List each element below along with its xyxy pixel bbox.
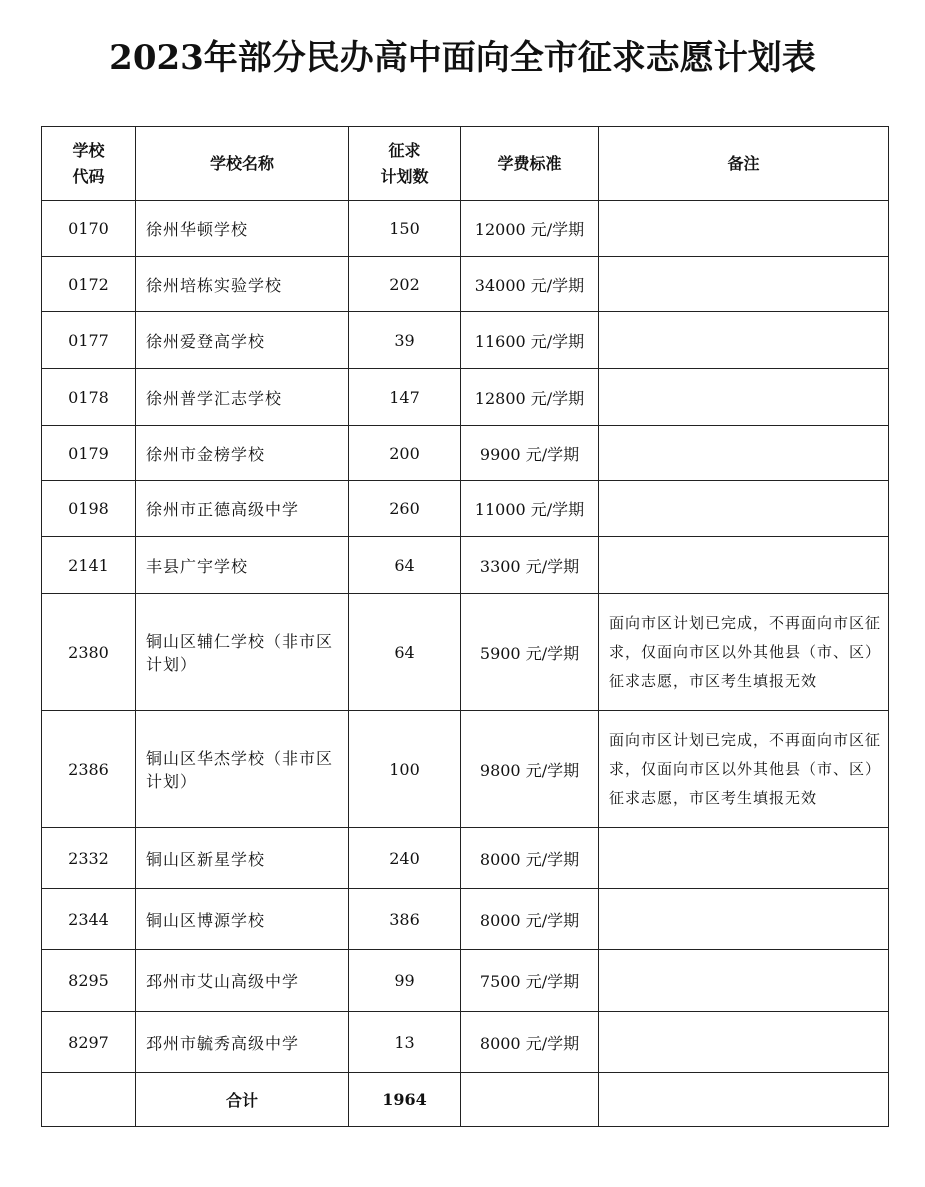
school-name-cell: 徐州普学汇志学校 <box>136 369 349 426</box>
total-remark-cell <box>599 1073 889 1127</box>
remark-cell <box>599 889 889 950</box>
plan-count-cell: 100 <box>349 711 461 828</box>
plan-count-cell: 260 <box>349 481 461 537</box>
school-name-cell: 邳州市艾山高级中学 <box>136 950 349 1012</box>
total-label: 合计 <box>136 1073 349 1127</box>
remark-cell <box>599 369 889 426</box>
page-title: 2023年部分民办高中面向全市征求志愿计划表 <box>109 38 816 78</box>
school-code-cell: 0172 <box>42 257 136 312</box>
header-code-line-2: 代码 <box>72 166 105 186</box>
school-name-cell: 丰县广宇学校 <box>136 537 349 594</box>
remark-cell <box>599 481 889 537</box>
school-name-cell: 铜山区华杰学校（非市区计划） <box>136 711 349 828</box>
header-plan-line-2: 计划数 <box>380 166 429 186</box>
school-name-cell: 徐州市正德高级中学 <box>136 481 349 537</box>
school-code-cell: 8295 <box>42 950 136 1012</box>
school-code-cell: 2380 <box>42 594 136 711</box>
table-body <box>42 201 889 1073</box>
header-fee: 学费标准 <box>461 127 599 201</box>
table-row <box>42 369 889 426</box>
plan-count-cell: 202 <box>349 257 461 312</box>
tuition-fee-cell: 11600 元/学期 <box>461 312 599 369</box>
total-code-cell <box>42 1073 136 1127</box>
plan-count-cell: 240 <box>349 828 461 889</box>
remark-cell: 面向市区计划已完成，不再面向市区征求，仅面向市区以外其他县（市、区）征求志愿，市区考生填报无效 <box>599 594 889 711</box>
school-code-cell: 0170 <box>42 201 136 257</box>
header-code-line-1: 学校 <box>72 140 105 160</box>
table-row <box>42 711 889 828</box>
plan-count-cell: 64 <box>349 537 461 594</box>
school-name-cell: 铜山区博源学校 <box>136 889 349 950</box>
header-row <box>42 127 889 201</box>
remark-cell <box>599 257 889 312</box>
table-row <box>42 537 889 594</box>
plan-count-cell: 386 <box>349 889 461 950</box>
tuition-fee-cell: 9900 元/学期 <box>461 426 599 481</box>
school-name-cell: 铜山区新星学校 <box>136 828 349 889</box>
table-row <box>42 257 889 312</box>
school-code-cell: 2386 <box>42 711 136 828</box>
header-remark: 备注 <box>599 127 889 201</box>
total-value: 1964 <box>349 1073 461 1127</box>
header-code <box>42 127 136 201</box>
remark-cell <box>599 950 889 1012</box>
tuition-fee-cell: 12000 元/学期 <box>461 201 599 257</box>
remark-cell <box>599 312 889 369</box>
table-row <box>42 950 889 1012</box>
tuition-fee-cell: 11000 元/学期 <box>461 481 599 537</box>
tuition-fee-cell: 8000 元/学期 <box>461 889 599 950</box>
remark-cell <box>599 828 889 889</box>
total-fee-cell <box>461 1073 599 1127</box>
tuition-fee-cell: 34000 元/学期 <box>461 257 599 312</box>
school-code-cell: 2141 <box>42 537 136 594</box>
school-name-cell: 铜山区辅仁学校（非市区计划） <box>136 594 349 711</box>
remark-cell: 面向市区计划已完成，不再面向市区征求，仅面向市区以外其他县（市、区）征求志愿，市区考生填报无效 <box>599 711 889 828</box>
remark-cell <box>599 201 889 257</box>
plan-count-cell: 39 <box>349 312 461 369</box>
school-code-cell: 0178 <box>42 369 136 426</box>
plan-table <box>41 126 889 1127</box>
school-code-cell: 0198 <box>42 481 136 537</box>
plan-count-cell: 147 <box>349 369 461 426</box>
header-plan <box>349 127 461 201</box>
tuition-fee-cell: 5900 元/学期 <box>461 594 599 711</box>
remark-cell <box>599 426 889 481</box>
tuition-fee-cell: 8000 元/学期 <box>461 1012 599 1073</box>
table-row <box>42 828 889 889</box>
remark-cell <box>599 1012 889 1073</box>
plan-count-cell: 64 <box>349 594 461 711</box>
table-row <box>42 481 889 537</box>
tuition-fee-cell: 3300 元/学期 <box>461 537 599 594</box>
tuition-fee-cell: 7500 元/学期 <box>461 950 599 1012</box>
school-name-cell: 邳州市毓秀高级中学 <box>136 1012 349 1073</box>
remark-cell <box>599 537 889 594</box>
school-name-cell: 徐州爱登高学校 <box>136 312 349 369</box>
total-row <box>42 1073 889 1127</box>
school-name-cell: 徐州培栋实验学校 <box>136 257 349 312</box>
school-code-cell: 8297 <box>42 1012 136 1073</box>
tuition-fee-cell: 8000 元/学期 <box>461 828 599 889</box>
table-row <box>42 201 889 257</box>
plan-count-cell: 99 <box>349 950 461 1012</box>
school-name-cell: 徐州华顿学校 <box>136 201 349 257</box>
plan-count-cell: 200 <box>349 426 461 481</box>
school-code-cell: 0179 <box>42 426 136 481</box>
header-plan-line-1: 征求 <box>388 140 421 160</box>
table-row <box>42 426 889 481</box>
plan-count-cell: 150 <box>349 201 461 257</box>
school-code-cell: 0177 <box>42 312 136 369</box>
header-name: 学校名称 <box>136 127 349 201</box>
table-row <box>42 889 889 950</box>
school-code-cell: 2344 <box>42 889 136 950</box>
tuition-fee-cell: 12800 元/学期 <box>461 369 599 426</box>
table-row <box>42 312 889 369</box>
table-row <box>42 594 889 711</box>
tuition-fee-cell: 9800 元/学期 <box>461 711 599 828</box>
school-name-cell: 徐州市金榜学校 <box>136 426 349 481</box>
school-code-cell: 2332 <box>42 828 136 889</box>
table-row <box>42 1012 889 1073</box>
plan-count-cell: 13 <box>349 1012 461 1073</box>
